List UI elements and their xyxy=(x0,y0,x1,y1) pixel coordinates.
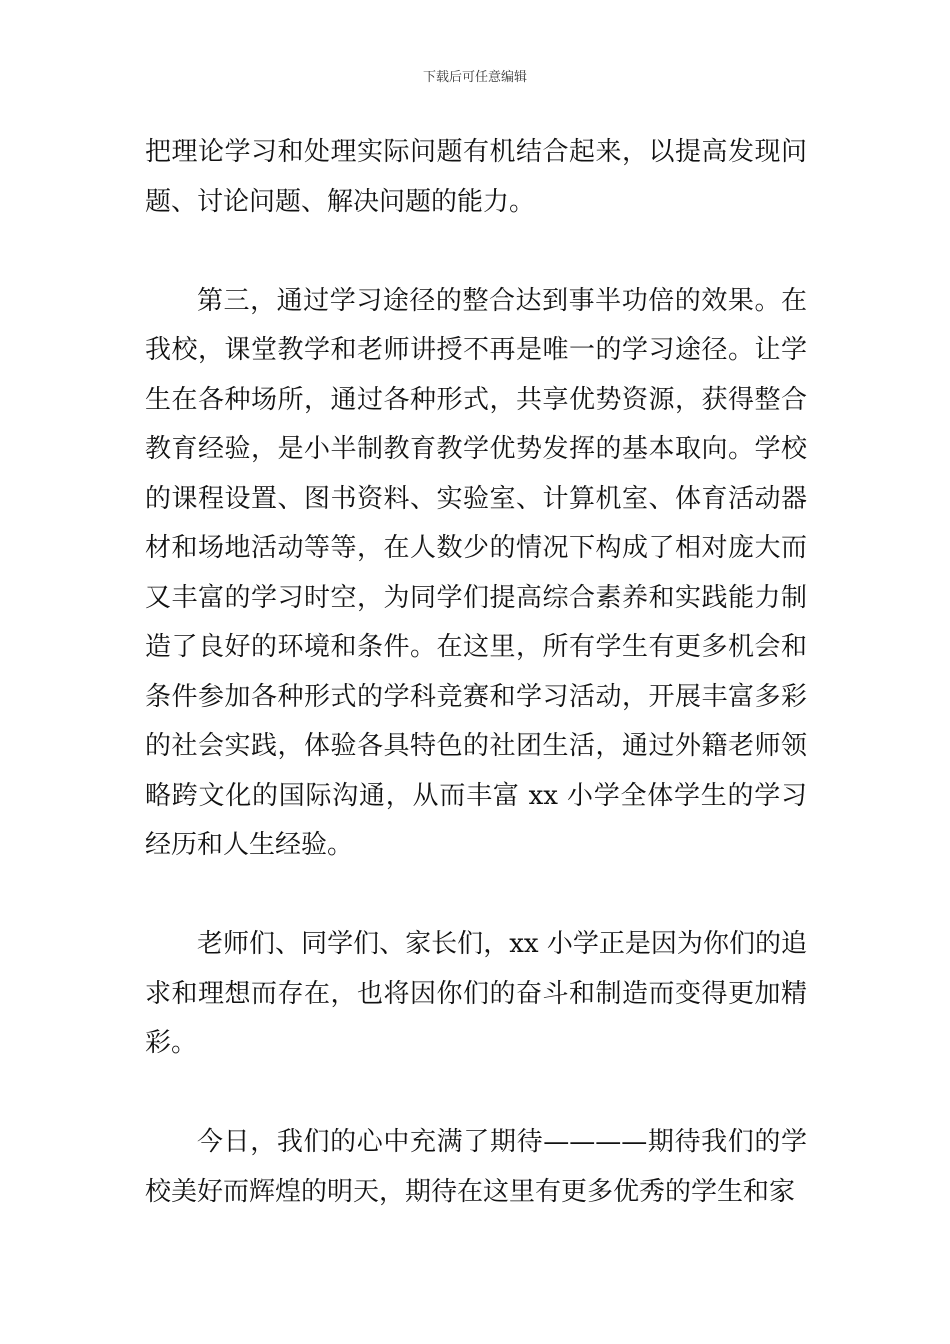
paragraph-continuation: 把理论学习和处理实际问题有机结合起来，以提高发现问题、讨论问题、解决问题的能力。 xyxy=(145,137,807,217)
document-body xyxy=(145,128,807,1217)
paragraph-third-point: 第三，通过学习途径的整合达到事半功倍的效果。在我校，课堂教学和老师讲授不再是唯一的学习途径。让学生在各种场所，通过各种形式，共享优势资源，获得整合教育经验，是小半制教育教学优势发挥的基本取向。学校的课程设置、图书资料、实验室、计算机室、体育活动器材和场地活动等等，在人数少的情况下构成了相对庞大而又丰富的学习时空，为同学们提高综合素养和实践能力制造了良好的环境和条件。在这里，所有学生有更多机会和条件参加各种形式的学科竞赛和学习活动，开展丰富多彩的社会实践，体验各具特色的社团生活，通过外籍老师领略跨文化的国际沟通，从而丰富 xx 小学全体学生的学习经历和人生经验。 xyxy=(145,285,807,860)
paragraph-address: 老师们、同学们、家长们，xx 小学正是因为你们的追求和理想而存在，也将因你们的奋斗和制造而变得更加精彩。 xyxy=(145,929,807,1058)
page-header-note: 下载后可任意编辑 xyxy=(422,70,527,85)
paragraph-expectation: 今日，我们的心中充满了期待————期待我们的学校美好而辉煌的明天，期待在这里有更多优秀的学生和家 xyxy=(145,1127,807,1207)
